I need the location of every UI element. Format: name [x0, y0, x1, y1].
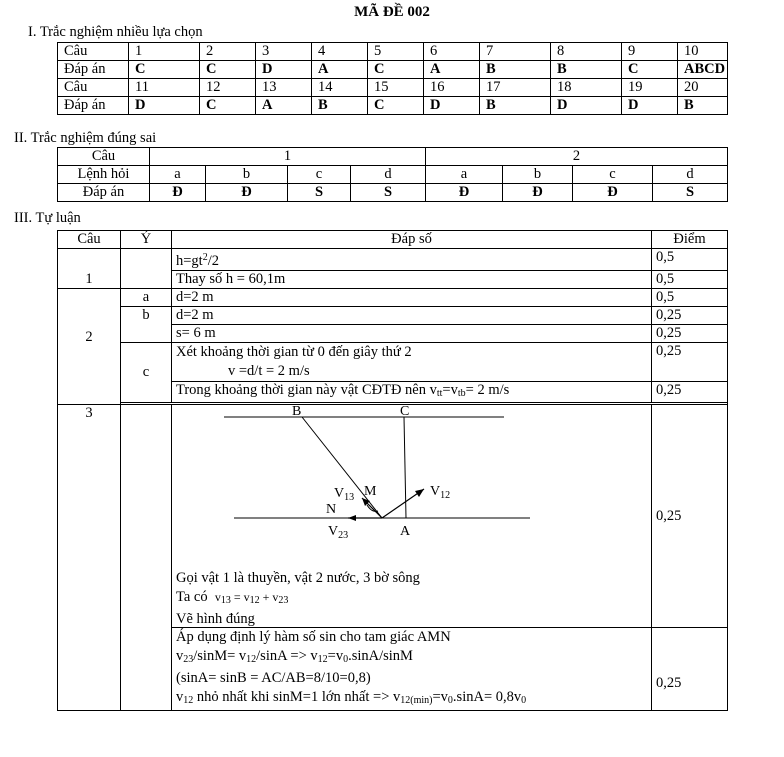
tf-answer: Đ	[150, 184, 206, 202]
answer-cell: C	[622, 61, 678, 79]
answer-cell: D	[551, 97, 622, 115]
vector-diagram	[212, 405, 572, 543]
points-cell: 0,25	[652, 307, 728, 325]
command-letter: a	[426, 166, 503, 184]
part-cell	[121, 405, 172, 711]
question-number: 10	[678, 43, 728, 61]
question-number: 6	[424, 43, 480, 61]
essay-row	[58, 343, 728, 382]
question-number: 4	[312, 43, 368, 61]
answer-cell: C	[368, 61, 424, 79]
section-1-heading: I. Trắc nghiệm nhiều lựa chọn	[28, 24, 203, 40]
essay-row	[58, 249, 728, 271]
tf-answer: S	[653, 184, 728, 202]
label-a: A	[400, 524, 411, 539]
question-number: 2	[200, 43, 256, 61]
essay-row	[58, 405, 728, 628]
answer-line: $v_{12}$ nhỏ nhất khi sinM=1 lớn nhất => $v_{12(min)}=v_0.\sin A= 0,8v_0$	[176, 689, 527, 706]
question-number: 7	[480, 43, 551, 61]
question-number: 20	[678, 79, 728, 97]
tf-row-commands	[58, 166, 728, 184]
formula-cell: $h=gt^2/2$	[172, 249, 652, 271]
question-number: 19	[622, 79, 678, 97]
points-cell: 0,25	[652, 382, 728, 403]
header-answer: Đáp số	[172, 231, 652, 249]
command-letter: d	[351, 166, 426, 184]
answer-cell: A	[312, 61, 368, 79]
label-v13: $V_{13}$	[334, 486, 355, 503]
row-label: Câu	[58, 43, 129, 61]
answer-cell: B	[480, 61, 551, 79]
command-letter: d	[653, 166, 728, 184]
part-letter: b	[121, 307, 172, 343]
answer-cell: d=2 m	[172, 289, 652, 307]
answer-cell: C	[200, 97, 256, 115]
answer-line: $v_{23}/\sin M= v_{12}/\sin A => v_{12}=v_0.\sin A/\sin M$	[176, 648, 413, 665]
answer-cell: D	[256, 61, 312, 79]
question-number: 1	[150, 148, 426, 166]
exam-code-title: MÃ ĐỀ 002	[354, 4, 430, 20]
answer-cell: C	[368, 97, 424, 115]
tf-answer: Đ	[426, 184, 503, 202]
question-number: 1	[58, 249, 121, 289]
row-label: Đáp án	[58, 184, 150, 202]
part-letter: a	[121, 289, 172, 307]
question-number: 14	[312, 79, 368, 97]
answer-line: Ta có $v_{13} = v_{12} + v_{23}$	[176, 589, 289, 606]
points-cell: 0,5	[652, 289, 728, 307]
tf-row-questions	[58, 148, 728, 166]
command-letter: a	[150, 166, 206, 184]
command-letter: b	[503, 166, 573, 184]
question-number-label: 2	[85, 328, 93, 345]
answer-cell: C	[200, 61, 256, 79]
answer-cell: D	[622, 97, 678, 115]
tf-answer: Đ	[573, 184, 653, 202]
points-cell: 0,5	[652, 249, 728, 271]
mc-row-answers-1	[58, 61, 728, 79]
question-number: 16	[424, 79, 480, 97]
section-2-heading: II. Trắc nghiệm đúng sai	[14, 130, 157, 146]
answer-cell: ABCD	[678, 61, 728, 79]
command-letter: b	[206, 166, 288, 184]
question-number: 2	[426, 148, 728, 166]
mc-row-answers-2	[58, 97, 728, 115]
figure-answer-cell	[172, 405, 652, 628]
essay-table	[57, 230, 728, 711]
question-number: 8	[551, 43, 622, 61]
question-number: 17	[480, 79, 551, 97]
answer-line: Xét khoảng thời gian từ 0 đến giây thứ 2	[176, 344, 412, 360]
part-letter: c	[121, 343, 172, 403]
essay-header-row	[58, 231, 728, 249]
label-n: N	[326, 502, 337, 517]
command-letter: c	[288, 166, 351, 184]
essay-row	[58, 289, 728, 307]
label-b: B	[292, 405, 302, 419]
points-cell: 0,25	[652, 343, 728, 382]
question-number: 15	[368, 79, 424, 97]
tf-row-answers	[58, 184, 728, 202]
essay-row	[58, 307, 728, 325]
answer-cell: A	[256, 97, 312, 115]
row-label: Câu	[58, 79, 129, 97]
question-number: 3	[256, 43, 312, 61]
part-cell	[121, 249, 172, 289]
answer-cell: B	[551, 61, 622, 79]
label-v12: $V_{12}$	[430, 484, 451, 501]
header-part: Ý	[121, 231, 172, 249]
tf-answer: Đ	[503, 184, 573, 202]
row-label: Lệnh hỏi	[58, 166, 150, 184]
question-number: 13	[256, 79, 312, 97]
points-cell: 0,25	[652, 628, 728, 711]
question-number: 5	[368, 43, 424, 61]
tf-answer: S	[351, 184, 426, 202]
tf-answer: Đ	[206, 184, 288, 202]
answer-cell: d=2 m	[172, 307, 652, 325]
question-number: 11	[129, 79, 200, 97]
answer-cell: B	[312, 97, 368, 115]
mc-row-questions-2	[58, 79, 728, 97]
mc-row-questions-1	[58, 43, 728, 61]
answer-line: v =d/t = 2 m/s	[228, 363, 310, 379]
answer-line: Gọi vật 1 là thuyền, vật 2 nước, 3 bờ sông	[176, 570, 420, 586]
figure-text	[176, 569, 420, 628]
row-label: Đáp án	[58, 97, 129, 115]
points-cell: 0,25	[652, 405, 728, 628]
answer-cell: A	[424, 61, 480, 79]
answer-cell	[172, 628, 652, 711]
row-label: Câu	[58, 148, 150, 166]
command-letter: c	[573, 166, 653, 184]
question-number: 3	[58, 405, 121, 711]
question-number: 1	[129, 43, 200, 61]
true-false-table	[57, 147, 728, 202]
points-cell: 0,25	[652, 325, 728, 343]
header-question: Câu	[58, 231, 121, 249]
label-v23: $V_{23}$	[328, 524, 349, 541]
label-m: M	[364, 484, 377, 499]
section-3-heading: III. Tự luận	[14, 210, 81, 226]
question-number: 9	[622, 43, 678, 61]
answer-cell: D	[424, 97, 480, 115]
answer-line: Áp dụng định lý hàm số sin cho tam giác AMN	[176, 629, 451, 645]
header-points: Điểm	[652, 231, 728, 249]
row-label: Đáp án	[58, 61, 129, 79]
answer-cell: Thay số h = 60,1m	[172, 271, 652, 289]
answer-cell: Trong khoảng thời gian này vật CĐTĐ nên $v_{tt}=v_{tb}= 2$ m/s	[172, 382, 652, 403]
answer-line: Vẽ hình đúng	[176, 611, 255, 627]
answer-line-prefix: Ta có	[176, 589, 208, 605]
multiple-choice-table	[57, 42, 728, 115]
answer-cell: s= 6 m	[172, 325, 652, 343]
question-number	[58, 289, 121, 405]
answer-cell: D	[129, 97, 200, 115]
answer-cell: C	[129, 61, 200, 79]
answer-cell: B	[678, 97, 728, 115]
answer-cell	[172, 343, 652, 382]
question-number: 12	[200, 79, 256, 97]
answer-cell: B	[480, 97, 551, 115]
label-c: C	[400, 405, 410, 419]
tf-answer: S	[288, 184, 351, 202]
question-number: 18	[551, 79, 622, 97]
points-cell: 0,5	[652, 271, 728, 289]
answer-line: (sinA= sinB = AC/AB=8/10=0,8)	[176, 670, 371, 686]
